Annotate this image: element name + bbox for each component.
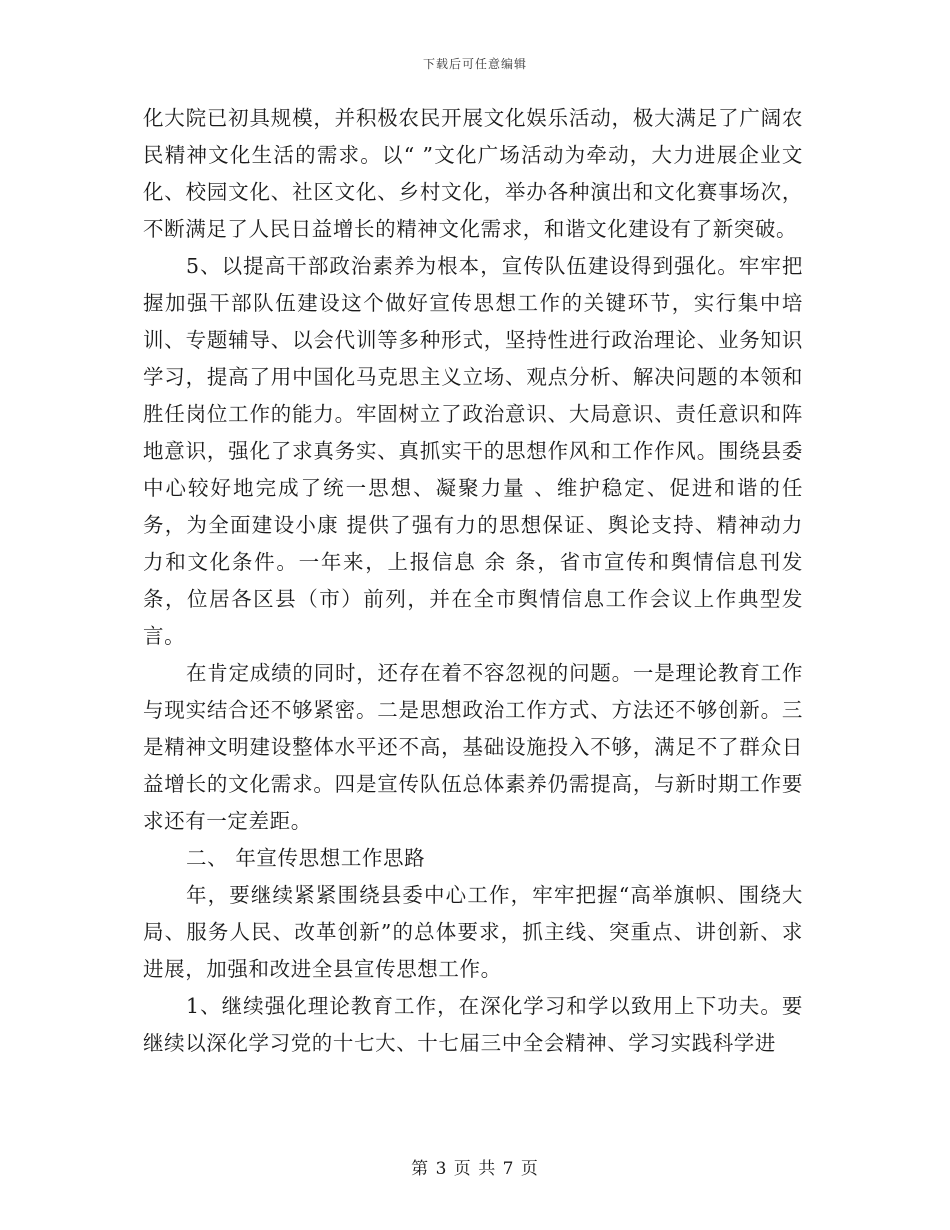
paragraph-4: 年，要继续紧紧围绕县委中心工作，牢牢把握“高举旗帜、围绕大局、服务人民、改革创新”的总体要求，抓主线、突重点、讲创新、求进展，加强和改进全县宣传思想工作。 <box>143 883 803 981</box>
paragraph-2: 5、以提高干部政治素养为根本，宣传队伍建设得到强化。牢牢把握加强干部队伍建设这个做好宣传思想工作的关键环节，实行集中培训、专题辅导、以会代训等多种形式，坚持性进行政治理论、业务知识学习，提高了用中国化马克思主义立场、观点分析、解决问题的本领和胜任岗位工作的能力。牢固树立了政治意识、大局意识、责任意识和阵地意识，强化了求真务实、真抓实干的思想作风和工作作风。围绕县委中心较好地完成了统一思想、凝聚力量 、维护稳定、促进和谐的任务，为全面建设小康 提供了强有力的思想保证、舆论支持、精神动力力和文化条件。一年来，上报信息 余 条，省市宣传和舆情信息刊发 条，位居各区县（市）前列，并在全市舆情信息工作会议上作典型发言。 <box>143 254 803 648</box>
paragraph-3: 在肯定成绩的同时，还存在着不容忽视的问题。一是理论教育工作与现实结合还不够紧密。二是思想政治工作方式、方法还不够创新。三是精神文明建设整体水平还不高，基础设施投入不够，满足不了群众日益增长的文化需求。四是宣传队伍总体素养仍需提高，与新时期工作要求还有一定差距。 <box>143 661 803 833</box>
page-header: 下载后可任意编辑 <box>422 57 527 71</box>
section-heading: 二、 年宣传思想工作思路 <box>186 846 426 870</box>
page-number: 第 3 页 共 7 页 <box>411 1159 539 1179</box>
paragraph-5: 1、继续强化理论教育工作，在深化学习和学以致用上下功夫。要继续以深化学习党的十七大、十七届三中全会精神、学习实践科学进 <box>143 994 803 1055</box>
paragraph-1: 化大院已初具规模，并积极农民开展文化娱乐活动，极大满足了广阔农民精神文化生活的需求。以“ ”文化广场活动为牵动，大力进展企业文化、校园文化、社区文化、乡村文化，举办各种演出和文化赛事场次，不断满足了人民日益增长的精神文化需求，和谐文化建设有了新突破。 <box>143 106 803 241</box>
document-body <box>143 100 803 1062</box>
